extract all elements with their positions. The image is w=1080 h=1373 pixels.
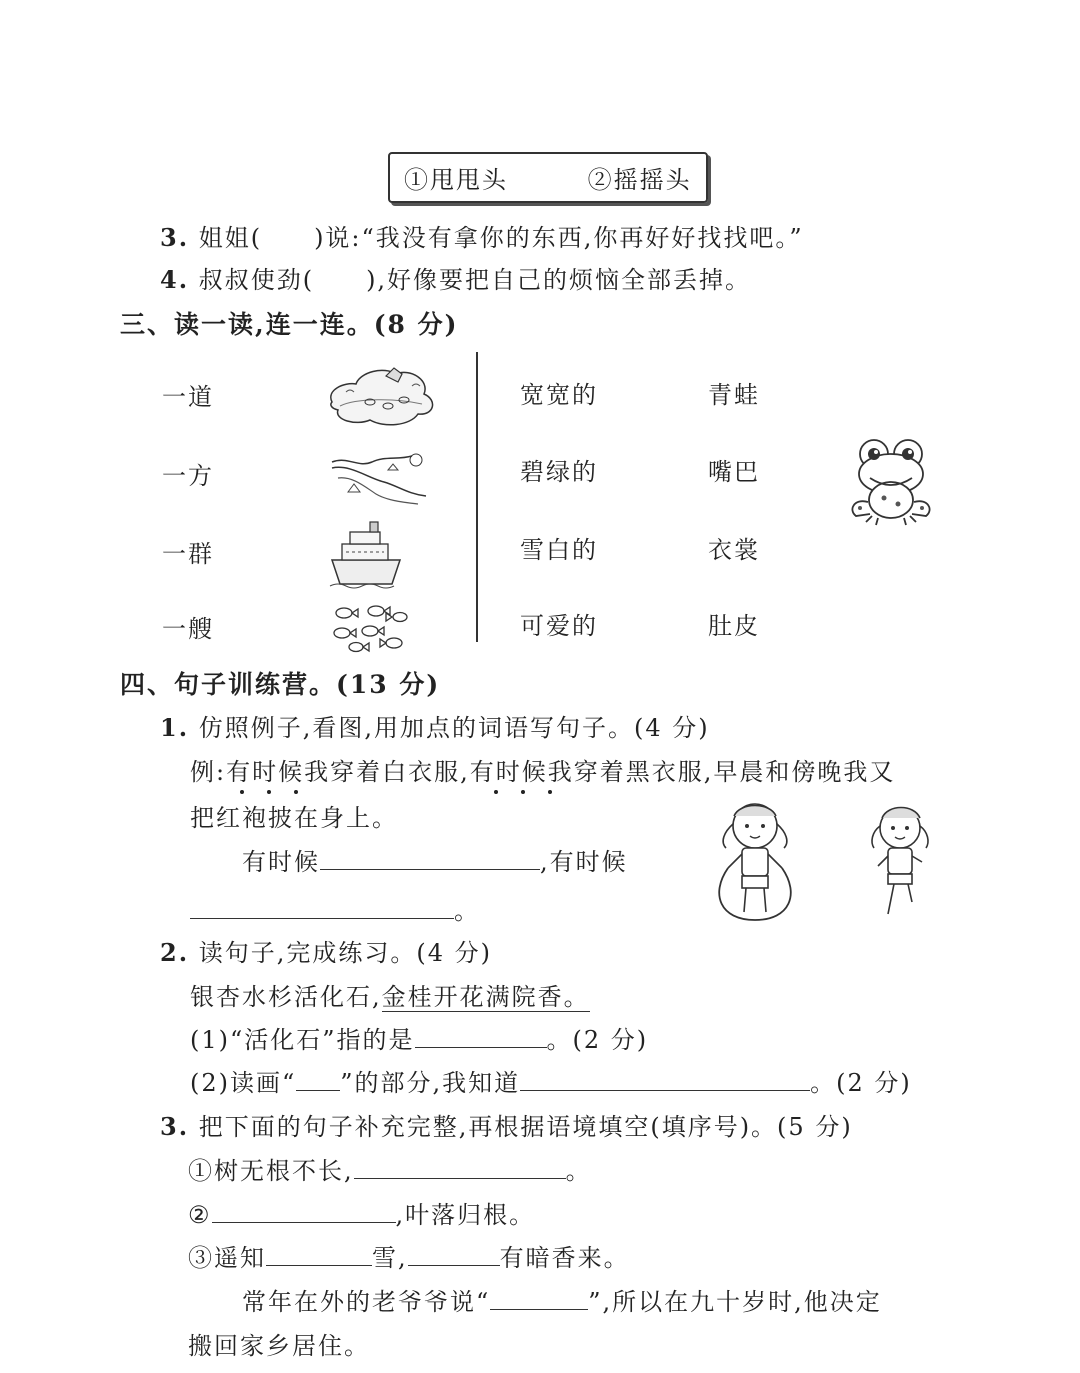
noun-3: 衣裳 xyxy=(708,536,760,564)
option-1: ①甩甩头 xyxy=(404,166,508,194)
s4-question-3-head xyxy=(160,1112,853,1142)
item-label-b: 。 xyxy=(565,1157,592,1185)
girl-running-image xyxy=(864,800,934,920)
divider-line xyxy=(476,352,478,642)
fill-line-1 xyxy=(242,847,628,877)
stream-image xyxy=(328,448,430,506)
noun-4: 肚皮 xyxy=(708,612,760,640)
answer-blank[interactable] xyxy=(415,1025,547,1048)
question-number: 2. xyxy=(160,938,190,967)
answer-blank[interactable] xyxy=(296,1068,340,1091)
left-word-2: 一方 xyxy=(162,462,214,490)
question-number: 1. xyxy=(160,713,190,742)
example-line-1: 例:有时候我穿着白衣服,有时候我穿着黑衣服,早晨和傍晚我又 xyxy=(190,758,896,786)
answer-blank[interactable] xyxy=(490,1287,588,1310)
item-label-a: ③遥知 xyxy=(188,1244,266,1272)
fish-school-image xyxy=(330,603,414,653)
item-label-b: 雪, xyxy=(372,1244,408,1272)
q3-item-3 xyxy=(188,1243,630,1273)
pond-image xyxy=(326,362,438,432)
fill-end: 。 xyxy=(454,897,480,925)
para-label-a: 常年在外的老爷爷说“ xyxy=(242,1288,491,1316)
left-word-3: 一群 xyxy=(162,540,214,568)
s4-question-1-head xyxy=(160,713,710,743)
answer-blank[interactable] xyxy=(212,1200,396,1223)
question-4 xyxy=(160,265,751,295)
noun-1: 青蛙 xyxy=(708,381,760,409)
section-3-title: 三、读一读,连一连。(8 分) xyxy=(120,310,459,339)
answer-blank[interactable] xyxy=(520,1068,810,1091)
emphasis-dot xyxy=(240,790,244,794)
q3-item-1 xyxy=(188,1156,592,1186)
sub-label-c: 。(2 分) xyxy=(810,1069,912,1097)
question-number: 3. xyxy=(160,1112,190,1141)
adjective-1: 宽宽的 xyxy=(520,381,598,409)
question-text: 叔叔使劲( ),好像要把自己的烦恼全部丢掉。 xyxy=(198,266,752,294)
q2-sentence xyxy=(190,982,590,1012)
q2-sub-2 xyxy=(190,1068,912,1098)
fill-line-2 xyxy=(190,896,480,926)
left-word-1: 一道 xyxy=(162,383,214,411)
adjective-2: 碧绿的 xyxy=(520,458,598,486)
s4-question-2-head xyxy=(160,938,492,968)
fill-label-a: 有时候 xyxy=(242,848,320,876)
answer-blank[interactable] xyxy=(408,1243,500,1266)
question-text: 把下面的句子补充完整,再根据语境填空(填序号)。(5 分) xyxy=(198,1113,853,1141)
answer-blank[interactable] xyxy=(190,896,454,919)
emphasis-dot xyxy=(294,790,298,794)
answer-blank[interactable] xyxy=(354,1156,566,1179)
sub-label-a: (1)“活化石”指的是 xyxy=(190,1026,415,1054)
emphasis-dot xyxy=(267,790,271,794)
girl-skipping-image xyxy=(710,798,800,922)
para-label-b: ”,所以在九十岁时,他决定 xyxy=(588,1288,882,1316)
item-label-a: ② xyxy=(188,1201,212,1229)
answer-blank[interactable] xyxy=(266,1243,372,1266)
option-2: ②摇摇头 xyxy=(587,166,692,194)
emphasis-dot xyxy=(494,790,498,794)
q3-paragraph-line-2: 搬回家乡居住。 xyxy=(188,1332,370,1360)
question-text: 读句子,完成练习。(4 分) xyxy=(198,939,492,967)
sub-label-a: (2)读画“ xyxy=(190,1069,297,1097)
emphasis-dot xyxy=(521,790,525,794)
sub-label-b: 。(2 分) xyxy=(546,1026,649,1054)
options-box xyxy=(388,152,708,203)
question-3 xyxy=(160,223,804,253)
question-number: 3. xyxy=(160,223,190,252)
adjective-3: 雪白的 xyxy=(520,536,598,564)
frog-image xyxy=(846,436,936,526)
sentence-part-a: 银杏水杉活化石, xyxy=(190,983,382,1011)
section-4-title: 四、句子训练营。(13 分) xyxy=(120,670,441,699)
noun-2: 嘴巴 xyxy=(708,458,760,486)
example-line-2: 把红袍披在身上。 xyxy=(190,804,398,832)
fill-label-b: ,有时候 xyxy=(540,848,628,876)
adjective-4: 可爱的 xyxy=(520,612,598,640)
q2-sub-1 xyxy=(190,1025,648,1055)
question-text: 姐姐( )说:“我没有拿你的东西,你再好好找找吧。” xyxy=(198,224,804,252)
question-number: 4. xyxy=(160,265,190,294)
q3-paragraph-line-1 xyxy=(242,1287,882,1317)
item-label-a: ①树无根不长, xyxy=(188,1157,354,1185)
item-label-b: ,叶落归根。 xyxy=(395,1201,536,1229)
left-word-4: 一艘 xyxy=(162,615,214,643)
question-text: 仿照例子,看图,用加点的词语写句子。(4 分) xyxy=(198,714,710,742)
item-label-c: 有暗香来。 xyxy=(499,1244,630,1272)
sentence-part-b-underlined: 金桂开花满院香。 xyxy=(381,983,590,1011)
sub-label-b: ”的部分,我知道 xyxy=(340,1069,521,1097)
ship-image xyxy=(330,520,402,588)
emphasis-dot xyxy=(548,790,552,794)
answer-blank[interactable] xyxy=(320,847,540,870)
q3-item-2 xyxy=(188,1200,535,1230)
